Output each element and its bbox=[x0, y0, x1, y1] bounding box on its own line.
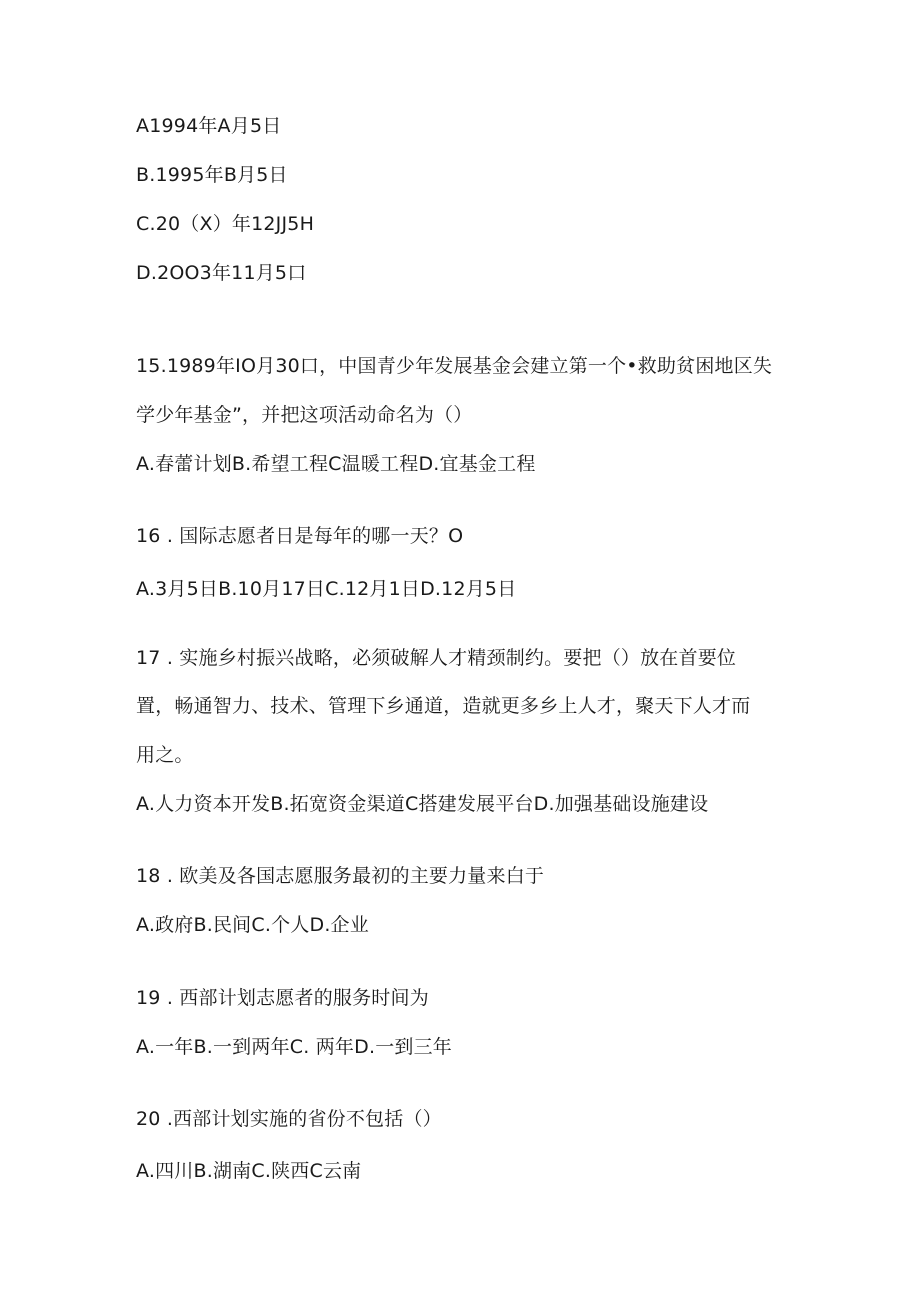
q14-option-a: A1994年A月5日 bbox=[136, 115, 282, 137]
q16-text: 16 . 国际志愿者日是每年的哪一天？O bbox=[136, 525, 464, 547]
q15-text-line-2: 学少年基金”，并把这项活动命名为（） bbox=[136, 404, 473, 426]
q17-options: A.人力资本开发B.拓宽资金渠道C搭建发展平台D.加强基础设施建设 bbox=[136, 793, 709, 815]
q14-option-c: C.20（X）年12JJ5H bbox=[136, 213, 315, 235]
q20-text: 20 .西部计划实施的省份不包括（） bbox=[136, 1108, 442, 1130]
q15-options: A.春蕾计划B.希望工程C温暖工程D.宜基金工程 bbox=[136, 453, 536, 475]
q19-options: A.一年B.一到两年C. 两年D.一到三年 bbox=[136, 1036, 452, 1058]
q17-text-line-2: 置，畅通智力、技术、管理下乡通道，造就更多乡上人才，聚天下人才而 bbox=[136, 695, 751, 717]
q20-options: A.四川B.湖南C.陕西C云南 bbox=[136, 1160, 362, 1182]
q17-text-line-3: 用之。 bbox=[136, 744, 194, 766]
q14-option-b: B.1995年B月5日 bbox=[136, 164, 288, 186]
q16-options: A.3月5日B.10月17日C.12月1日D.12月5日 bbox=[136, 578, 517, 600]
q19-text: 19 . 西部计划志愿者的服务时间为 bbox=[136, 987, 429, 1009]
q18-options: A.政府B.民间C.个人D.企业 bbox=[136, 914, 369, 936]
q18-text: 18 . 欧美及各国志愿服务最初的主要力量来白于 bbox=[136, 865, 545, 887]
q15-text-line-1: 15.1989年IO月30口，中国青少年发展基金会建立第一个•救助贫困地区失 bbox=[136, 355, 773, 377]
q17-text-line-1: 17 . 实施乡村振兴战略，必须破解人才精颈制约。要把（）放在首要位 bbox=[136, 647, 737, 669]
q14-option-d: D.2OO3年11月5口 bbox=[136, 262, 307, 284]
